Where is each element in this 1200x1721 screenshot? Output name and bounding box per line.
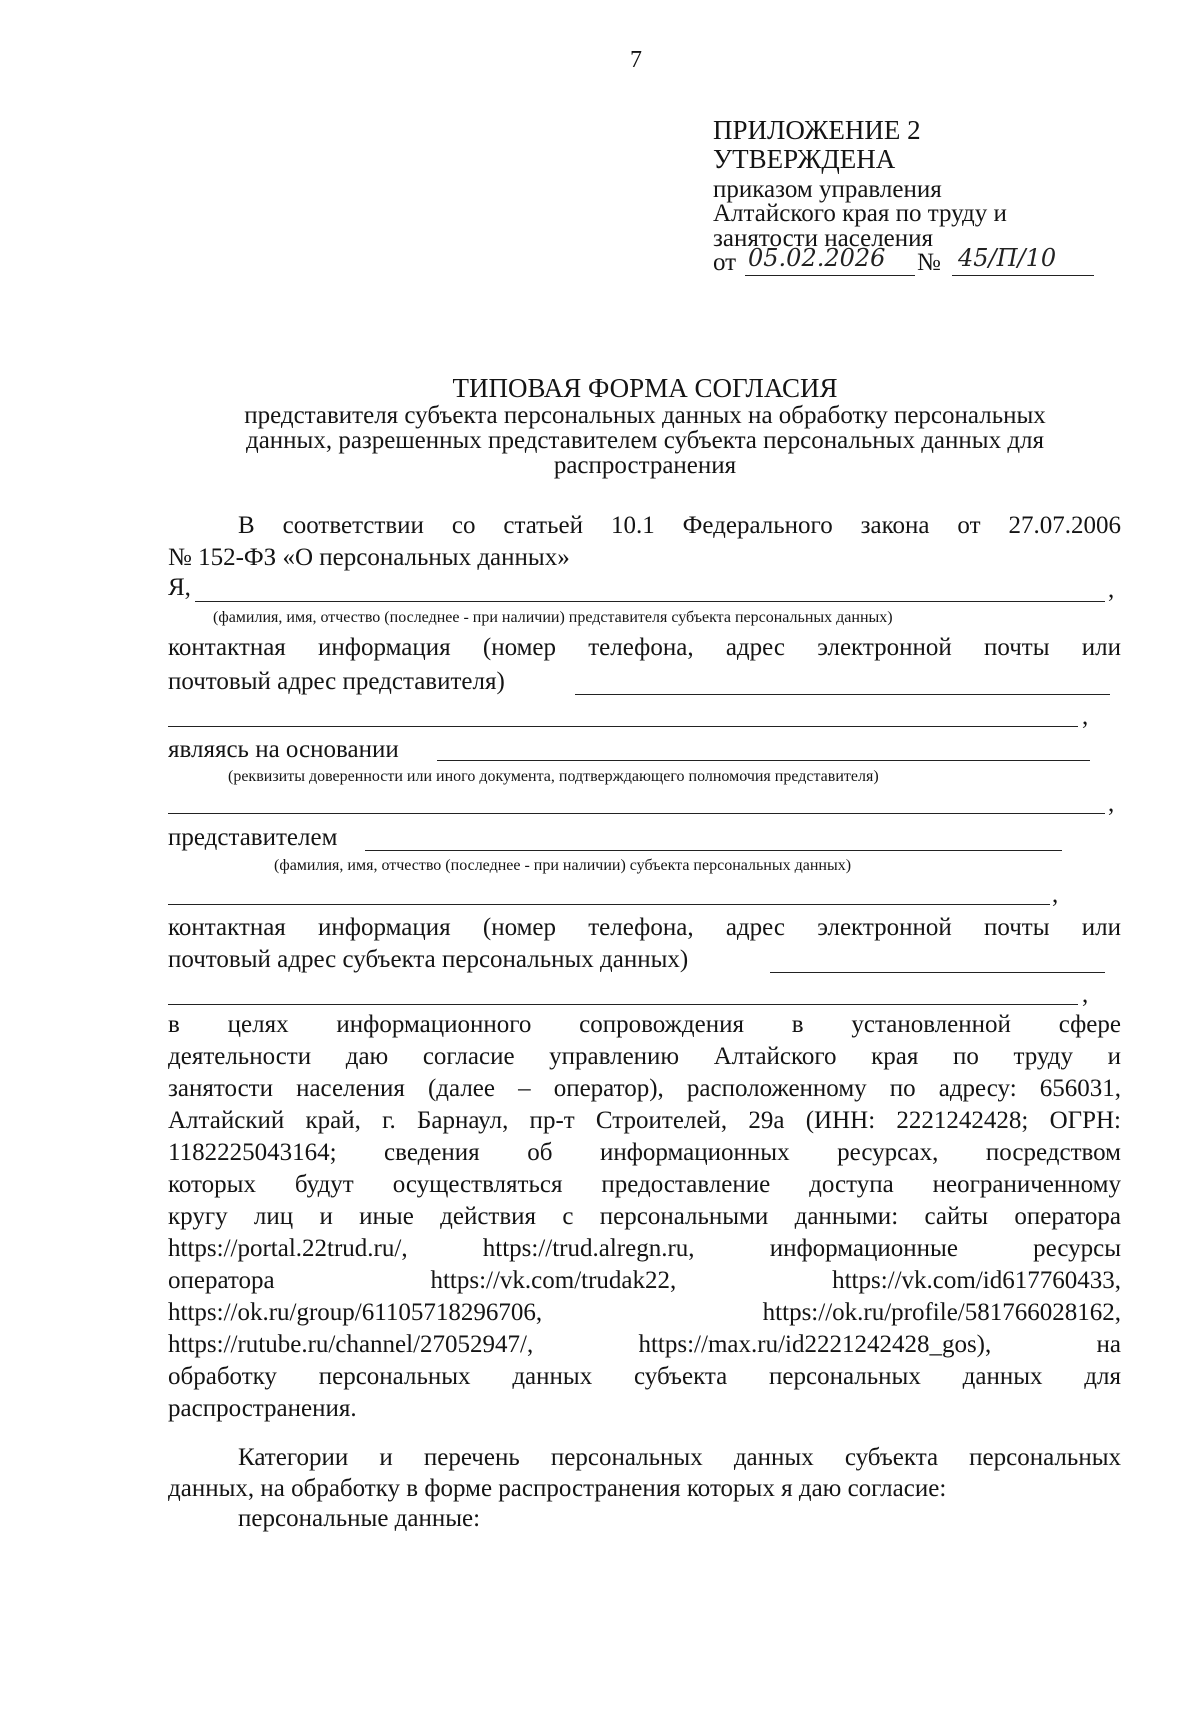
contact-subject-line-2: почтовый адрес субъекта персональных данных): [168, 946, 689, 973]
contact-subject-blank-1: [770, 972, 1105, 973]
consent-line: https://ok.ru/group/61105718296706, https://ok.ru/profile/581766028162,: [168, 1299, 1121, 1326]
preamble-line-1: В соответствии со статьей 10.1 Федерального закона от 27.07.2006: [238, 512, 1121, 539]
consent-line: https://portal.22trud.ru/, https://trud.alregn.ru, информационные ресурсы: [168, 1235, 1121, 1262]
contact-rep-line-1: контактная информация (номер телефона, адрес электронной почты или: [168, 634, 1121, 661]
approval-line-1: приказом управления: [713, 176, 942, 203]
basis-blank-2: [168, 813, 1105, 814]
comma: ,: [1082, 981, 1089, 1008]
categories-line-1: Категории и перечень персональных данных субъекта персональных: [238, 1444, 1121, 1471]
comma: ,: [1108, 790, 1115, 817]
preamble-line-2: № 152-ФЗ «О персональных данных»: [168, 544, 570, 571]
form-subtitle-3: распространения: [553, 452, 737, 479]
consent-line: которых будут осуществляться предоставление доступа неограниченному: [168, 1171, 1121, 1198]
consent-line: деятельности даю согласие управлению Алтайского края по труду и: [168, 1043, 1121, 1070]
representative-label: представителем: [168, 824, 338, 851]
contact-rep-blank-1: [575, 694, 1110, 695]
caption-fio-representative: (фамилия, имя, отчество (последнее - при наличии) представителя субъекта персональных данных): [213, 609, 893, 626]
number-prefix: №: [917, 249, 941, 276]
basis-blank: [437, 760, 1090, 761]
consent-line: занятости населения (далее – оператор), расположенному по адресу: 656031,: [168, 1075, 1121, 1102]
comma: ,: [1052, 881, 1059, 908]
representative-blank-2: [168, 904, 1050, 905]
approval-line-2: Алтайского края по труду и: [713, 200, 1007, 227]
consent-line: https://rutube.ru/channel/27052947/, https://max.ru/id2221242428_gos), на: [168, 1331, 1121, 1358]
number-handwritten: 45/П/10: [958, 244, 1057, 272]
form-subtitle-1: представителя субъекта персональных данных на обработку персональных: [244, 402, 1046, 429]
representative-blank: [365, 850, 1062, 851]
consent-line: обработку персональных данных субъекта персональных данных для: [168, 1363, 1121, 1390]
page-number: 7: [630, 47, 642, 73]
caption-fio-subject: (фамилия, имя, отчество (последнее - при наличии) субъекта персональных данных): [274, 857, 852, 874]
ya-label: Я,: [168, 574, 191, 601]
comma: ,: [1108, 576, 1115, 603]
consent-line: Алтайский край, г. Барнаул, пр-т Строителей, 29а (ИНН: 2221242428; ОГРН:: [168, 1107, 1121, 1134]
contact-subject-blank-2: [168, 1004, 1078, 1005]
contact-rep-blank-2: [168, 726, 1078, 727]
approval-line-3: занятости населения: [713, 225, 934, 252]
approved-label: УТВЕРЖДЕНА: [713, 144, 896, 174]
comma: ,: [1082, 703, 1089, 730]
number-underline: [952, 275, 1094, 276]
basis-label: являясь на основании: [168, 736, 399, 763]
consent-line: 1182225043164; сведения об информационных ресурсах, посредством: [168, 1139, 1121, 1166]
consent-line: распространения.: [168, 1395, 357, 1422]
consent-line: оператора https://vk.com/trudak22, https://vk.com/id617760433,: [168, 1267, 1121, 1294]
consent-paragraph: [168, 1009, 1121, 1425]
categories-line-2: данных, на обработку в форме распространения которых я даю согласие:: [168, 1475, 947, 1502]
annex-title: ПРИЛОЖЕНИЕ 2: [713, 115, 921, 145]
fio-rep-blank: [195, 601, 1105, 602]
caption-basis: (реквизиты доверенности или иного документа, подтверждающего полномочия представителя): [228, 768, 879, 785]
categories-line-3: персональные данные:: [238, 1505, 481, 1532]
form-title: ТИПОВАЯ ФОРМА СОГЛАСИЯ: [452, 373, 838, 403]
date-prefix: от: [713, 249, 737, 276]
contact-rep-line-2: почтовый адрес представителя): [168, 668, 505, 695]
date-underline: [745, 275, 915, 276]
contact-subject-line-1: контактная информация (номер телефона, адрес электронной почты или: [168, 914, 1121, 941]
form-subtitle-2: данных, разрешенных представителем субъекта персональных данных для: [245, 427, 1045, 454]
consent-line: кругу лиц и иные действия с персональными данными: сайты оператора: [168, 1203, 1121, 1230]
consent-line: в целях информационного сопровождения в установленной сфере: [168, 1011, 1121, 1038]
date-handwritten: 05.02.2026: [748, 244, 886, 272]
